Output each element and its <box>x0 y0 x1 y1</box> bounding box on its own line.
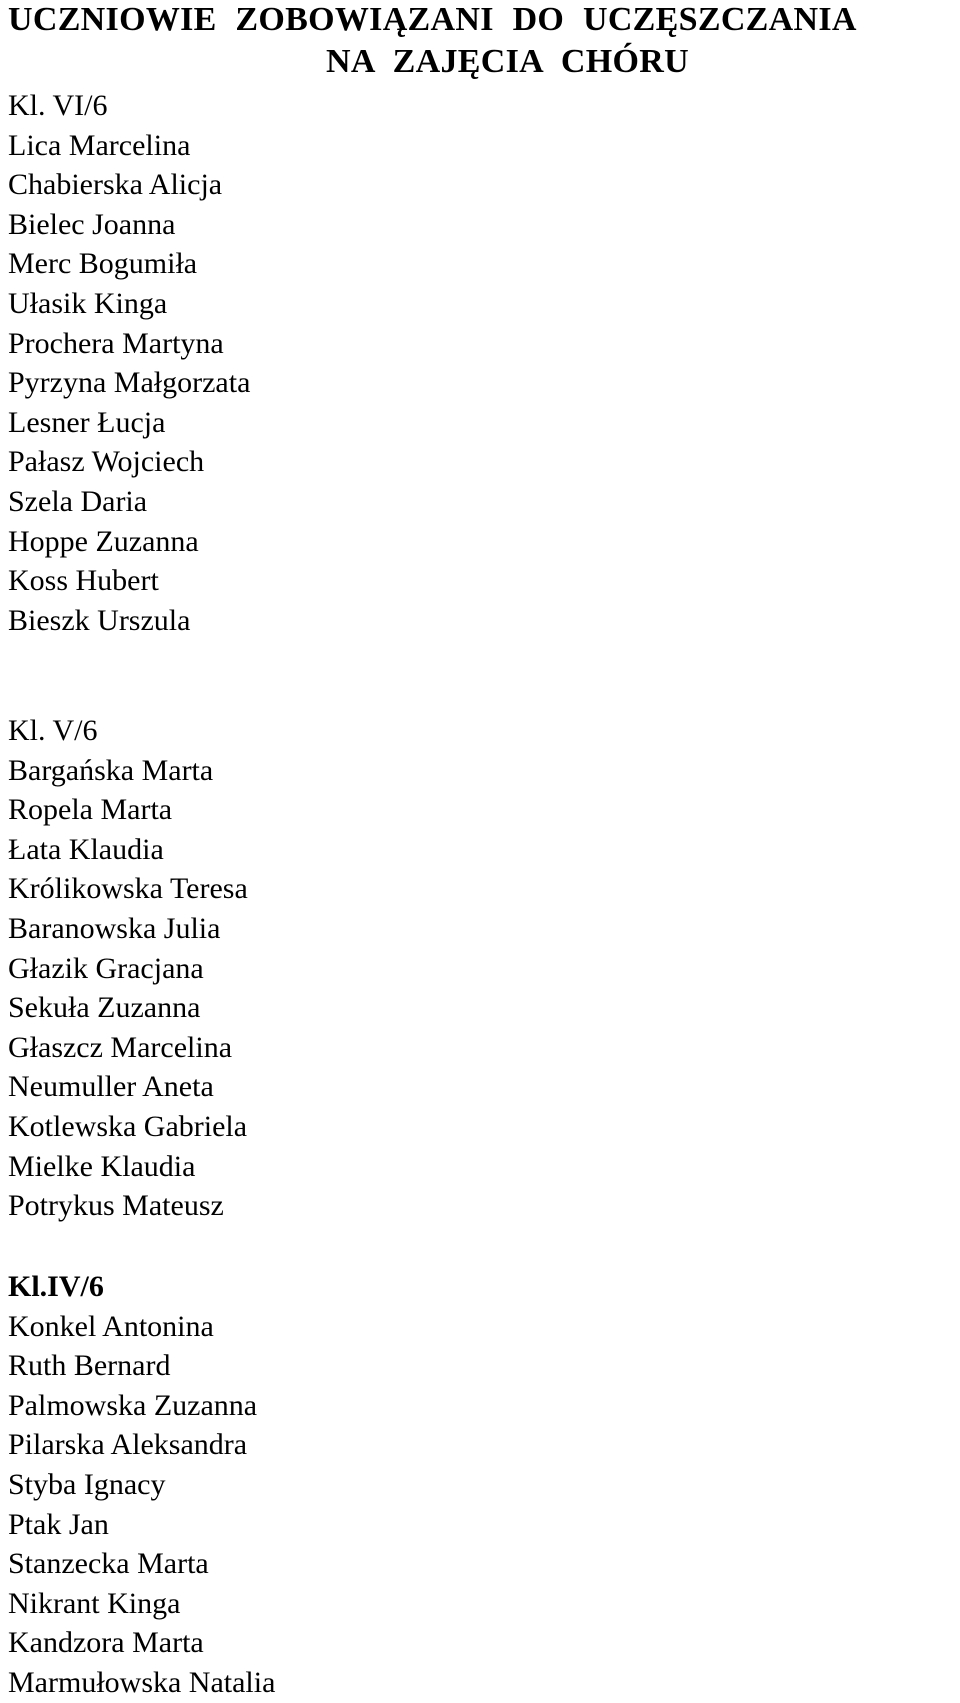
student-name: Stanzecka Marta <box>8 1547 209 1581</box>
student-name: Lesner Łucja <box>8 405 166 439</box>
student-name: Chabierska Alicja <box>8 168 223 202</box>
student-name: Pilarska Aleksandra <box>8 1428 248 1462</box>
student-name: Łata Klaudia <box>8 832 164 866</box>
student-name: Palmowska Zuzanna <box>8 1388 258 1422</box>
student-name: Lica Marcelina <box>8 128 191 162</box>
student-name: Bargańska Marta <box>8 753 214 787</box>
class-heading: Kl. VI/6 <box>8 89 108 122</box>
student-name: Szela Daria <box>8 484 148 518</box>
student-name: Nikrant Kinga <box>8 1586 181 1620</box>
student-name: Koss Hubert <box>8 564 159 598</box>
student-name: Styba Ignacy <box>8 1467 166 1501</box>
student-name: Kotlewska Gabriela <box>8 1109 248 1143</box>
class-group-v-6 <box>8 711 248 1226</box>
class-heading: Kl.IV/6 <box>8 1270 104 1303</box>
student-name: Merc Bogumiła <box>8 247 198 281</box>
student-name: Potrykus Mateusz <box>8 1189 224 1223</box>
student-name: Mielke Klaudia <box>8 1149 196 1183</box>
class-heading: Kl. V/6 <box>8 714 98 747</box>
student-name: Marmułowska Natalia <box>8 1665 276 1699</box>
student-name: Neumuller Aneta <box>8 1070 214 1104</box>
student-name: Głazik Gracjana <box>8 951 204 985</box>
student-name: Hoppe Zuzanna <box>8 524 199 558</box>
student-name: Pałasz Wojciech <box>8 445 205 479</box>
document-title-line-1: UCZNIOWIE ZOBOWIĄZANI DO UCZĘSZCZANIA <box>8 1 857 38</box>
student-name: Konkel Antonina <box>8 1309 214 1343</box>
student-name: Ruth Bernard <box>8 1349 171 1383</box>
student-name: Baranowska Julia <box>8 911 221 945</box>
student-name: Bieszk Urszula <box>8 603 191 637</box>
student-name: Głaszcz Marcelina <box>8 1030 233 1064</box>
document-title-line-2: NA ZAJĘCIA CHÓRU <box>326 43 689 80</box>
student-name: Bielec Joanna <box>8 207 176 241</box>
student-name: Pyrzyna Małgorzata <box>8 366 251 400</box>
student-name: Królikowska Teresa <box>8 872 248 906</box>
class-group-iv-6 <box>8 1267 275 1703</box>
student-name: Sekuła Zuzanna <box>8 991 201 1025</box>
student-name: Ułasik Kinga <box>8 286 168 320</box>
student-name: Ptak Jan <box>8 1507 109 1541</box>
student-name: Ropela Marta <box>8 793 173 827</box>
class-group-vi-6 <box>8 86 250 640</box>
student-name: Kandzora Marta <box>8 1626 204 1660</box>
student-name: Prochera Martyna <box>8 326 224 360</box>
